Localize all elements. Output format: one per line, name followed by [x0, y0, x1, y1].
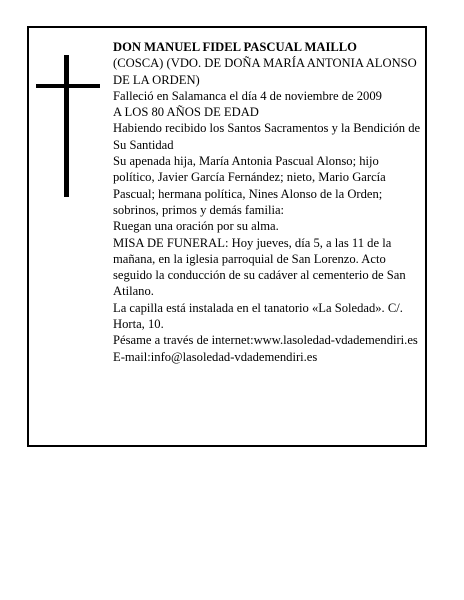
funeral-mass-info: MISA DE FUNERAL: Hoy jueves, día 5, a las 11 de la mañana, en la iglesia parroquial de San Lorenzo. Acto seguido la conducción de su cadáver al cementerio de San Atilano.: [113, 235, 406, 299]
family-list: Su apenada hija, María Antonia Pascual Alonso; hijo político, Javier García Fernández; nieto, Mario García Pascual; hermana política, Nines Alonso de la Orden; sobrinos, primos y demás familia:: [113, 154, 386, 217]
cross-vertical-bar: [64, 55, 69, 197]
latin-cross-icon: [36, 55, 100, 197]
age-at-death: A LOS 80 AÑOS DE EDAD: [113, 105, 259, 120]
deceased-alias: (COSCA) (VDO. DE DOÑA MARÍA ANTONIA ALONSO DE LA ORDEN): [113, 56, 417, 87]
obituary-text: [113, 39, 421, 365]
chapel-location: La capilla está instalada en el tanatorio «La Soledad». C/. Horta, 10.: [113, 300, 403, 332]
death-details: Falleció en Salamanca el día 4 de noviembre de 2009: [113, 88, 382, 103]
sacraments-note: Habiendo recibido los Santos Sacramentos y la Bendición de Su Santidad: [113, 121, 421, 152]
cross-horizontal-bar: [36, 84, 100, 88]
prayer-request: Ruegan una oración por su alma.: [113, 219, 279, 234]
deceased-name: DON MANUEL FIDEL PASCUAL MAILLO: [113, 40, 357, 54]
online-condolences: Pésame a través de internet:www.lasoledad-vdademendiri.es: [113, 333, 418, 348]
contact-email: E-mail:info@lasoledad-vdademendiri.es: [113, 349, 318, 364]
